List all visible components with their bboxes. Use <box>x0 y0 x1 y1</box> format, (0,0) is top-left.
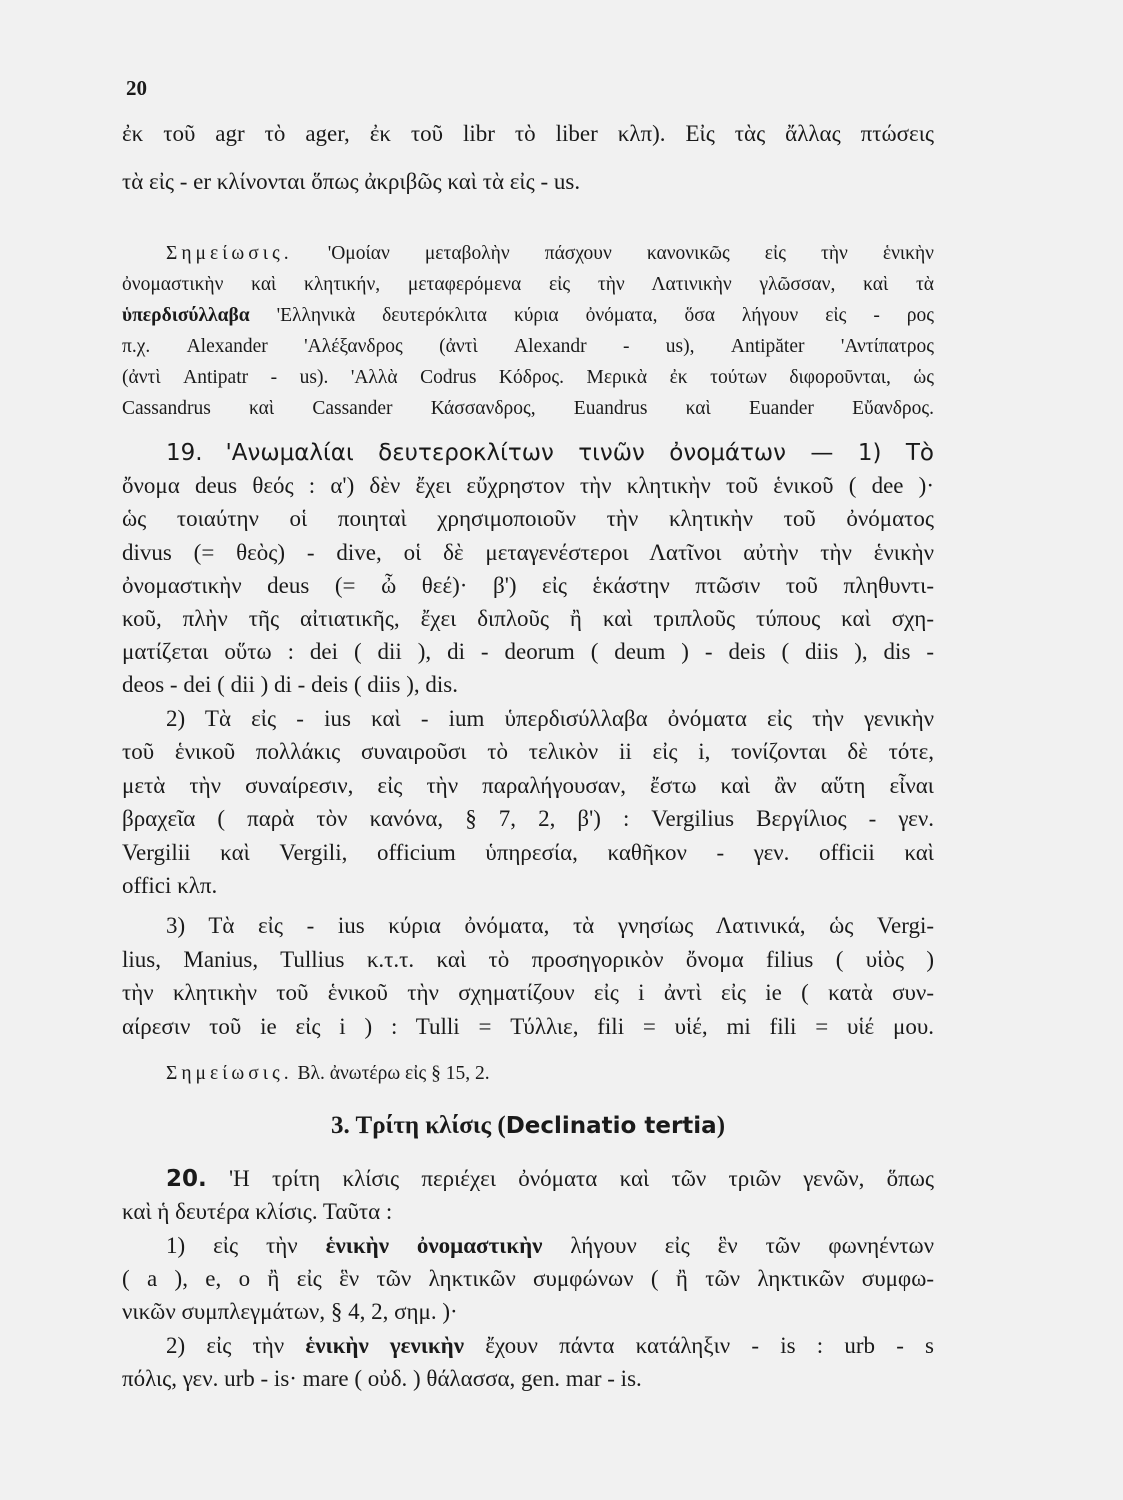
bold-term: ὑπερδισύλλαβα <box>122 305 250 326</box>
item-lead: 1) εἰς τὴν <box>166 1233 298 1258</box>
note-line <box>122 238 934 270</box>
item-lead: 2) εἰς τὴν <box>166 1333 285 1358</box>
body-line: 3) Τὰ εἰς - ius κύρια ὀνόματα, τὰ γνησίως Λατινικά, ὡς Vergi- <box>166 913 934 938</box>
body-line: τοῦ ἑνικοῦ πολλάκις συναιροῦσι τὸ τελικὸν ii εἰς i, τονίζονται δὲ τότε, <box>122 739 934 764</box>
body-line: 2) Τὰ εἰς - ius καὶ - ium ὑπερδισύλλαβα ὀνόματα εἰς τὴν γενικὴν <box>166 706 934 731</box>
section-19-title <box>122 437 934 469</box>
body-line: divus (= θεὸς) - dive, οἱ δὲ μεταγενέστεροι Λατῖνοι αὐτὴν τὴν ἑνικὴν <box>122 540 934 565</box>
item-rest: ἔχουν πάντα κατάληξιν - is : urb - s <box>485 1333 935 1358</box>
body-line: ὀνομαστικὴν deus (= ὦ θεέ)· β') εἰς ἑκάστην πτῶσιν τοῦ πληθυντι- <box>122 573 934 598</box>
heading-prefix: 3. Τρίτη κλίσις ( <box>330 1112 506 1139</box>
body-text: 'Η τρίτη κλίσις περιέχει ὀνόματα καὶ τῶν τριῶν γενῶν, ὅπως <box>229 1166 934 1191</box>
body-line: deos - dei ( dii ) di - deis ( diis ), dis. <box>122 672 459 697</box>
body-line <box>122 1230 934 1262</box>
body-line: ματίζεται οὕτω : dei ( dii ), di - deorum ( deum ) - deis ( diis ), dis - <box>122 639 934 664</box>
note-text: Βλ. ἀνωτέρω εἰς § 15, 2. <box>297 1063 490 1084</box>
body-line: τὴν κλητικὴν τοῦ ἑνικοῦ τὴν σχηματίζουν εἰς i ἀντὶ εἰς ie ( κατὰ συν- <box>122 980 934 1005</box>
body-line: πόλις, γεν. urb - is· mare ( οὐδ. ) θάλασσα, gen. mar - is. <box>122 1366 642 1391</box>
body-line: ὄνομα deus θεός : α') δὲν ἔχει εὔχρηστον τὴν κλητικὴν τοῦ ἑνικοῦ ( dee )· <box>122 473 934 498</box>
body-line: lius, Manius, Tullius κ.τ.τ. καὶ τὸ προσηγορικὸν ὄνομα filius ( υἱὸς ) <box>122 947 934 972</box>
section-title: 'Ανωμαλίαι δευτεροκλίτων τινῶν ὀνομάτων — 1) Τὸ <box>225 440 935 466</box>
page-number: 20 <box>126 76 147 100</box>
heading-suffix: ) <box>716 1112 726 1139</box>
note-label: Σημείωσις. <box>166 1063 293 1084</box>
body-line: βραχεῖα ( παρὰ τὸν κανόνα, § 7, 2, β') : Vergilius Βεργίλιος - γεν. <box>122 806 934 831</box>
note-text: 'Ομοίαν μεταβολὴν πάσχουν κανονικῶς εἰς τὴν ἑνικὴν <box>327 243 934 264</box>
body-line: μετὰ τὴν συναίρεσιν, εἰς τὴν παραλήγουσαν, ἔστω καὶ ἂν αὕτη εἶναι <box>122 773 934 798</box>
body-line: ( a ), e, o ἢ εἰς ἓν τῶν ληκτικῶν συμφώνων ( ἢ τῶν ληκτικῶν συμφω- <box>122 1266 934 1291</box>
note-label: Σημείωσις. <box>166 243 293 264</box>
intro-line: ἐκ τοῦ agr τὸ ager, ἐκ τοῦ libr τὸ liber κλπ). Εἰς τὰς ἄλλας πτώσεις <box>122 121 934 146</box>
section-number: 19. <box>166 440 203 466</box>
body-line: Vergilii καὶ Vergili, officium ὑπηρεσία, καθῆκον - γεν. officii καὶ <box>122 840 934 865</box>
note-line <box>122 300 934 332</box>
note-line: ὀνομαστικὴν καὶ κλητικήν, μεταφερόμενα εἰς τὴν Λατινικὴν γλῶσσαν, καὶ τὰ <box>122 274 934 295</box>
bold-term: ἑνικὴν ὀνομαστικὴν <box>325 1233 543 1258</box>
section-number: 20. <box>166 1166 207 1192</box>
bold-term: ἑνικὴν γενικὴν <box>305 1333 465 1358</box>
section-heading <box>122 1112 934 1140</box>
body-line <box>122 1330 934 1362</box>
section-20-line <box>122 1163 934 1195</box>
item-rest: λήγουν εἰς ἓν τῶν φωνηέντων <box>570 1233 935 1258</box>
body-line: καὶ ἡ δευτέρα κλίσις. Ταῦτα : <box>122 1199 393 1224</box>
note-line <box>122 1058 934 1090</box>
note-text: 'Ελληνικὰ δευτερόκλιτα κύρια ὀνόματα, ὅσα λήγουν εἰς - ρος <box>276 305 935 326</box>
note-line: Cassandrus καὶ Cassander Κάσσανδρος, Euandrus καὶ Euander Εὔανδρος. <box>122 398 934 419</box>
note-line: π.χ. Alexander 'Αλέξανδρος (ἀντὶ Alexandr - us), Antipăter 'Αντίπατρος <box>122 336 934 357</box>
body-line: offici κλπ. <box>122 873 218 898</box>
body-line: αίρεσιν τοῦ ie εἰς i ) : Tulli = Τύλλιε, fili = υἱέ, mi fili = υἱέ μου. <box>122 1014 934 1039</box>
body-line: κοῦ, πλὴν τῆς αἰτιατικῆς, ἔχει διπλοῦς ἢ καὶ τριπλοῦς τύπους καὶ σχη- <box>122 606 934 631</box>
body-line: ὡς τοιαύτην οἱ ποιηταὶ χρησιμοποιοῦν τὴν κλητικὴν τοῦ ὀνόματος <box>122 506 934 531</box>
note-line: (ἀντὶ Antipatr - us). 'Αλλὰ Codrus Κόδρος. Μερικὰ ἐκ τούτων διφοροῦνται, ὡς <box>122 367 934 388</box>
intro-line: τὰ εἰς - er κλίνονται ὅπως ἀκριβῶς καὶ τὰ εἰς - us. <box>122 169 581 194</box>
body-line: νικῶν συμπλεγμάτων, § 4, 2, σημ. )· <box>122 1299 458 1324</box>
heading-latin: Declinatio tertia <box>505 1113 717 1139</box>
